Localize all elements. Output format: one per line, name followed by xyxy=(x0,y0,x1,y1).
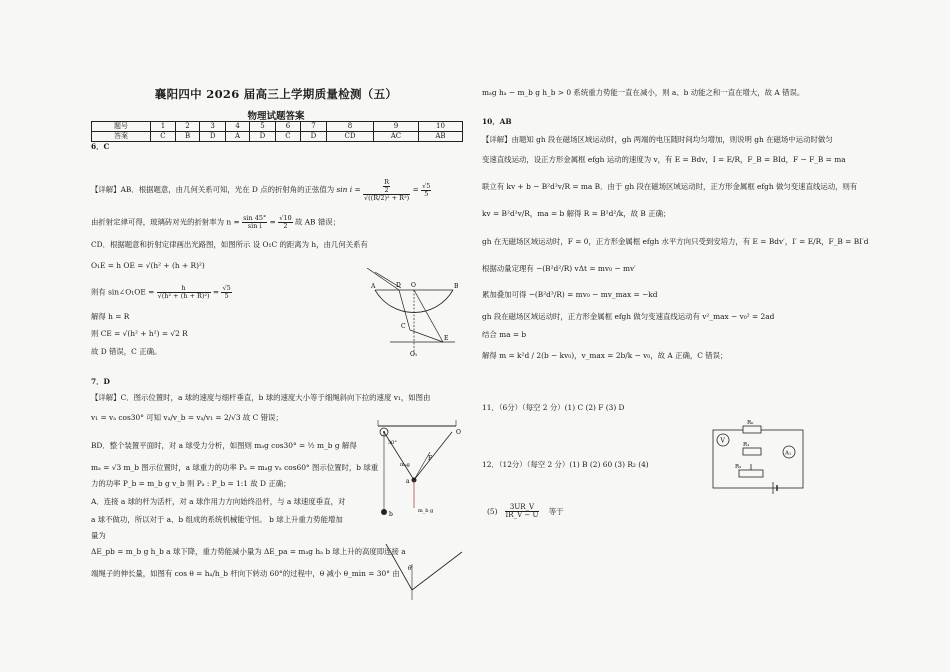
answer-cell: D xyxy=(300,132,326,142)
q6-fraction-1: $\frac{\frac{R}{2}}{\text{√((R/2)² + R²)}}$ xyxy=(364,178,410,202)
fig7-label-a: a xyxy=(406,478,410,485)
q6-5b: 5 xyxy=(224,291,229,300)
fig7-label-30: 30° xyxy=(388,440,397,446)
answer-cell: AB xyxy=(418,132,462,142)
q10-paragraph-1: 【详解】由题知 gh 段在磁场区域运动时，gh 两端的电压随时间均匀增加，则说明 gh 在磁场中运动时做匀 xyxy=(482,135,833,144)
q6-n-result xyxy=(278,215,292,230)
question-number-cell: 9 xyxy=(374,122,419,132)
answer-cell: CD xyxy=(327,132,374,142)
question-number-cell: 5 xyxy=(249,122,275,132)
q7-eq-2: vₐ/v_b = vₐ/v₁ = 2/√3 xyxy=(163,413,241,422)
q12-5-fraction xyxy=(505,504,540,520)
q6-paragraph-6: 解得 h = R xyxy=(91,312,130,321)
q12-answer: 12．（12分）（每空 2 分）(1) B (2) 60 (3) R₂ (4) xyxy=(482,460,649,469)
fig6-label-o: O xyxy=(411,282,416,289)
question-number-cell: 7 xyxy=(300,122,326,132)
q7-heading: 7．D xyxy=(91,377,110,386)
q12-part5 xyxy=(487,504,564,520)
q7-paragraph-2 xyxy=(91,414,283,423)
q10-paragraph-7: 累加叠加可得 −(B²d³/R) = mv₀ − mv_max = −kd xyxy=(482,290,658,299)
fig7-label-f: F xyxy=(428,455,433,462)
fig6-label-e: E xyxy=(444,335,449,342)
q7-paragraph-5: 力的功率 P_b = m_b g v_b 则 Pₐ : P_b = 1:1 故 D 正确； xyxy=(91,479,291,488)
q12-circuit-diagram xyxy=(705,420,815,496)
q6-paragraph-2: 由折射定律可得，玻璃砖对光的折射率为 n = $\frac{\sin 45^\circ}{\text{sin i}}$ = $\frac{√10}{2}$ 故 AB 错误； xyxy=(91,214,340,230)
q6-optics-figure xyxy=(355,268,460,360)
q6-text-2: 由折射定律可得，玻璃砖对光的折射率为 xyxy=(91,217,225,227)
q6-paragraph-3: CD．根据题意和折射定律画出光路图，如图所示 设 O₁C 的距离为 h，由几何关系有 xyxy=(91,240,368,249)
q10-paragraph-2: 变速直线运动，设正方形金属框 efgh 运动的速度为 v，有 E = Bdv，I = E/R，F_B = BId，F − F_B = ma xyxy=(482,155,846,164)
r-continuation: mₐg hₐ − m_b g h_b > 0 系统重力势能一直在减小，则 a、b 动能之和一直在增大，故 A 错误。 xyxy=(482,88,805,97)
circuit-r2-label: R₂ xyxy=(735,464,742,470)
answer-cell: D xyxy=(200,132,226,142)
question-number-cell: 2 xyxy=(175,122,199,132)
q10-heading: 10．AB xyxy=(482,117,512,126)
q12-5-den: IR_V − U xyxy=(505,511,539,520)
page-title: 襄阳四中 2026 届高三上学期质量检测（五） xyxy=(154,87,398,101)
q6-paragraph-4: O₁E = h OE = √(h² + (h + R)²) xyxy=(91,261,205,270)
answer-cell: C xyxy=(150,132,175,142)
q10-paragraph-8: gh 段在磁场区域运动时，正方形金属框 efgh 做匀变速直线运动有 v²_max − v₀² = 2ad xyxy=(482,312,775,321)
q7-paragraph-1: 【详解】C．图示位置时，a 球的速度与细杆垂直，b 球的速度大小等于细绳斜向下拉的速度 v₁，如图由 xyxy=(91,393,431,402)
fig6-label-d: D xyxy=(396,282,401,289)
q7-paragraph-6: A．连接 a 球的杆为活杆，对 a 球作用力方向始终沿杆，与 a 球速度垂直，对 xyxy=(91,497,346,506)
q6-2: 2 xyxy=(283,221,288,230)
circuit-ammeter-label: A₁ xyxy=(785,450,792,457)
q7-mechanism-figure xyxy=(372,420,464,520)
row2-label: 答案 xyxy=(92,132,151,142)
answer-cell: A xyxy=(226,132,250,142)
page-subtitle: 物理试题答案 xyxy=(247,111,305,122)
q6-5: 5 xyxy=(424,189,429,198)
q10-paragraph-10: 解得 m = k²d / 2(b − kv₀)，v_max = 2b/k − v₀，故 A 正确，C 错误； xyxy=(482,351,728,360)
q6-h: h xyxy=(157,285,211,293)
answer-cell: B xyxy=(175,132,199,142)
q6-sqrt5b: √5 xyxy=(222,284,231,292)
q10-paragraph-3: 联立有 kv + b − B²d²v/R = ma B．由于 gh 段在磁场区域运动时，正方形金属框 efgh 做匀变速直线运动，则有 xyxy=(482,182,858,191)
answer-table xyxy=(91,121,463,142)
q6-sini: sin i xyxy=(247,221,262,230)
question-number-cell: 1 xyxy=(150,122,175,132)
q6-text-5: 则有 sin∠O₁OE = xyxy=(91,287,155,297)
q10-paragraph-9: 结合 ma = b xyxy=(482,330,527,339)
q12-5-num: 3UR_V xyxy=(505,504,540,512)
q6-paragraph-7: 则 CE = √(h² + h²) = √2 R xyxy=(91,329,188,338)
question-number-cell: 6 xyxy=(275,122,300,132)
q7-paragraph-3: BD．整个装置平面时，对 a 球受力分析，如图则 mₐg cos30° = ½ m_b g 解得 xyxy=(91,441,357,450)
q6-paragraph-8: 故 D 错误，C 正确。 xyxy=(91,347,162,356)
q6-fraction-result xyxy=(421,183,431,198)
q10-paragraph-4: kv = B²d²v/R，ma = b 解得 R = B²d²/k，故 B 正确； xyxy=(482,209,671,218)
circuit-voltmeter-label: V xyxy=(720,437,725,445)
question-number-cell: 3 xyxy=(200,122,226,132)
fig6-label-a: A xyxy=(371,283,376,290)
q7-paragraph-4: mₐ = √3 m_b 图示位置时，a 球重力的功率 Pₐ = mₐg vₐ cos60° 图示位置时，b 球重 xyxy=(91,463,379,472)
q10-paragraph-6: 根据动量定理有 −(B²d²/R) vΔt = mv₀ − mv′ xyxy=(482,264,636,273)
q6-paragraph-1: 【详解】AB．根据题意，由几何关系可知，光在 D 点的折射角的正弦值为 sin i = $\frac{\frac{R}{2}}{\text{√((R/2)² + R²)}}$ = $\frac{√5}{5}$ xyxy=(91,178,431,202)
q6-sqrt-h: √(h² + (h + R)²) xyxy=(157,291,210,300)
q6-frac-2: 2 xyxy=(384,185,389,194)
q10-paragraph-5: gh 在无磁场区域运动时，F = 0，正方形金属框 efgh 水平方向只受到安培力，有 E = Bdv′，I′ = E/R，F_B = BI′d xyxy=(482,237,869,246)
q6-tail-2: 故 AB 错误； xyxy=(294,217,340,227)
q7-paragraph-8: 量为 xyxy=(91,531,106,540)
fig6-label-c: C xyxy=(401,323,406,330)
fig7-label-mbg: m_b g xyxy=(418,508,434,514)
fig7-label-b: b xyxy=(389,511,393,518)
q12-5-tail: 等于 xyxy=(548,506,564,516)
circuit-r1-label: R₁ xyxy=(743,442,750,448)
q7-paragraph-10: 端绳子的伸长量，如图有 cos θ = hₐ/h_b 杆向下转动 60°的过程中，θ 减小 θ_min = 30° 由 xyxy=(91,569,400,578)
q6-sin-fraction xyxy=(157,285,211,300)
q6-sqrt5: √5 xyxy=(422,181,431,190)
q6-n: n = xyxy=(226,217,240,227)
fig7-label-mag: mₐg xyxy=(400,462,410,468)
q6-n-fraction xyxy=(242,215,267,230)
fig7-label-theta: θ xyxy=(408,565,412,572)
fig7-label-o: O xyxy=(456,429,461,436)
fig6-label-o1: O₁ xyxy=(410,351,418,358)
question-number-cell: 10 xyxy=(418,122,462,132)
q6-paragraph-5: 则有 sin∠O₁OE = $\frac{h}{\text{√(h² + (h + R)²)}}$ = $\frac{√5}{5}$ xyxy=(91,284,231,300)
q6-sqrt10: √10 xyxy=(279,214,292,222)
q6-sin45: sin 45° xyxy=(243,214,267,222)
row1-label: 题号 xyxy=(92,122,151,132)
question-number-cell: 8 xyxy=(327,122,374,132)
q6-heading: 6．C xyxy=(91,142,110,151)
q11-answer: 11．（6分）（每空 2 分）(1) C (2) F (3) D xyxy=(482,403,625,412)
answer-cell: D xyxy=(249,132,275,142)
q7-paragraph-7: a 球不做功，所以对于 a、b 组成的系统机械能守恒。 b 球上升重力势能增加 xyxy=(91,515,343,524)
q7-tail-2: 故 C 错误； xyxy=(242,413,283,422)
fig6-label-b: B xyxy=(454,283,459,290)
question-number-cell: 4 xyxy=(226,122,250,132)
q7-angle-figure xyxy=(382,540,464,602)
q7-paragraph-9: ΔE_pb = m_b g h_b a 球下降，重力势能减小量为 ΔE_pa = mₐg hₐ b 球上升的高度即连接 a xyxy=(91,547,406,556)
q6-frac-r: R xyxy=(384,178,390,186)
q6-sin-result xyxy=(221,285,231,300)
q6-text-1: 【详解】AB．根据题意，由几何关系可知，光在 D 点的折射角的正弦值为 xyxy=(91,185,335,195)
q12-5-label: (5) xyxy=(487,506,498,516)
answer-cell: AC xyxy=(374,132,419,142)
q7-text-2: v₁ = vₐ cos30° 可知 xyxy=(91,413,162,422)
circuit-r0-label: R₀ xyxy=(747,420,754,426)
answer-cell: C xyxy=(275,132,300,142)
